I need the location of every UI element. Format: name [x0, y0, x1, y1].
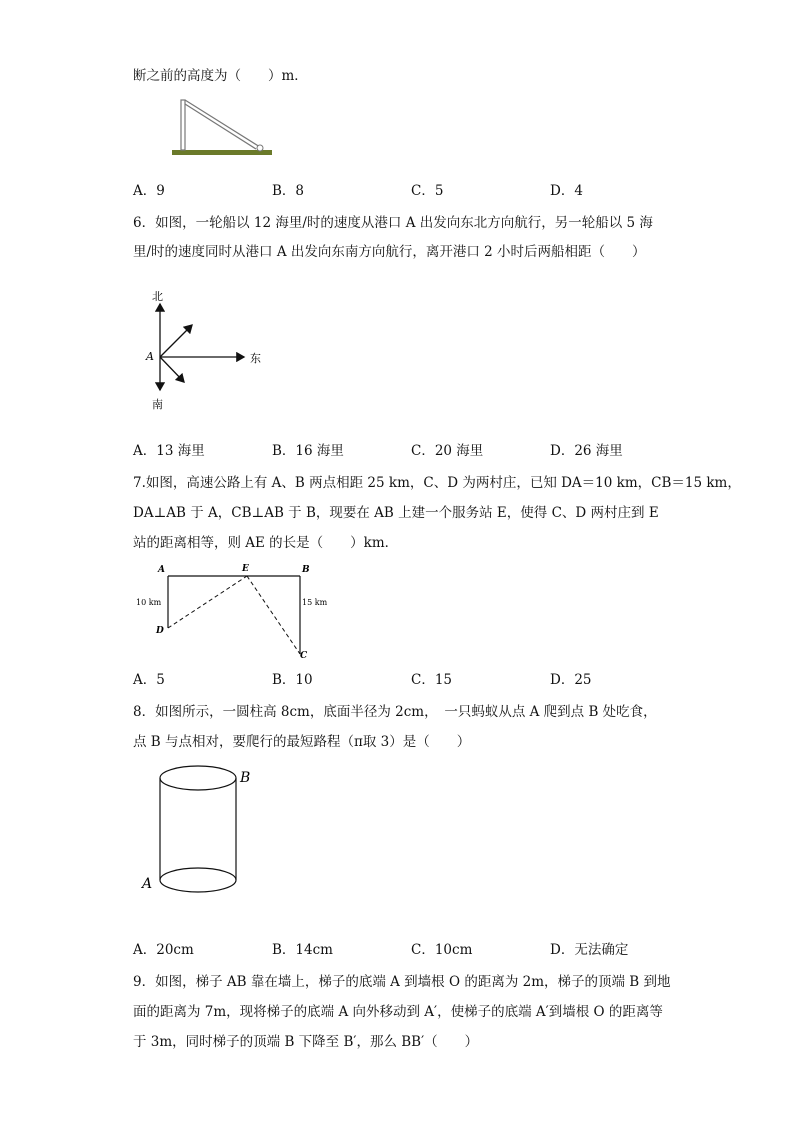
pole-standing: [181, 100, 185, 150]
q5-options: [133, 181, 693, 201]
southeast-arrow: [160, 357, 184, 382]
q6-options: [133, 441, 693, 461]
point-d-label: D: [156, 626, 164, 636]
south-label: 南: [152, 398, 163, 411]
q5-broken-pole-figure: [168, 92, 278, 160]
port-label: A: [146, 350, 154, 363]
length-da-label: 10 km: [136, 598, 162, 607]
point-a-label: A: [158, 565, 165, 575]
q7-stem-line3: 站的距离相等，则 AE 的长是（ ）km．: [133, 535, 399, 551]
pole-broken-upper: [185, 100, 260, 147]
q7-stem-line2: DA⊥AB 于 A，CB⊥AB 于 B，现要在 AB 上建一个服务站 E，使得 C、D 两村庄到 E: [133, 505, 659, 521]
q9-stem-line2: 面的距离为 7m，现将梯子的底端 A 向外移动到 A′，使梯子的底端 A′到墙根 O 的距离等: [133, 1004, 663, 1020]
q8-option-a: A．20cm: [133, 942, 194, 958]
q6-stem-line2: 里/时的速度同时从港口 A 出发向东南方向航行，离开港口 2 小时后两船相距（ ）: [133, 244, 646, 260]
point-a-label: A: [142, 876, 153, 892]
q9-stem-line1: 9．如图，梯子 AB 靠在墙上，梯子的底端 A 到墙根 O 的距离为 2m，梯子的顶端 B 到地: [133, 974, 671, 990]
pole-tip: [257, 145, 263, 151]
q8-stem-line2: 点 B 与点相对，要爬行的最短路程（π取 3）是（ ）: [133, 734, 471, 750]
q5-option-a: A．9: [133, 183, 165, 199]
segment-de: [168, 576, 247, 628]
cylinder-top: [160, 766, 236, 790]
q7-stem-line1: 7.如图，高速公路上有 A、B 两点相距 25 km，C、D 为两村庄，已知 DA＝10 km，CB＝15 km，: [133, 475, 741, 491]
q8-options: [133, 940, 693, 960]
q6-option-a: A．13 海里: [133, 443, 205, 459]
q8-option-b: B．14cm: [272, 942, 333, 958]
q7-option-c: C．15: [411, 672, 453, 688]
q7-option-d: D．25: [550, 672, 592, 688]
q6-option-d: D．26 海里: [550, 443, 623, 459]
q6-option-c: C．20 海里: [411, 443, 484, 459]
q8-option-c: C．10cm: [411, 942, 473, 958]
q5-stem-tail: 断之前的高度为（ ）m．: [133, 68, 308, 84]
point-c-label: C: [300, 651, 308, 661]
q6-stem-line1: 6．如图，一轮船以 12 海里/时的速度从港口 A 出发向东北方向航行，另一轮船以 5 海: [133, 215, 653, 231]
northeast-arrow: [160, 325, 192, 357]
q8-stem-line1: 8．如图所示，一圆柱高 8cm，底面半径为 2cm， 一只蚂蚁从点 A 爬到点 B 处吃食，: [133, 704, 657, 720]
point-b-label: B: [302, 565, 310, 575]
q8-cylinder-figure: [138, 764, 258, 896]
point-e-label: E: [242, 564, 249, 574]
north-label: 北: [152, 290, 163, 303]
q7-highway-figure: [134, 560, 344, 660]
pole-broken-lower: [185, 104, 256, 149]
q7-option-b: B．10: [272, 672, 313, 688]
ground-strip: [172, 150, 272, 155]
q7-option-a: A．5: [133, 672, 165, 688]
q5-option-d: D．4: [550, 183, 583, 199]
length-cb-label: 15 km: [302, 598, 328, 607]
east-label: 东: [250, 352, 261, 365]
q6-option-b: B．16 海里: [272, 443, 344, 459]
cylinder-bottom: [160, 868, 236, 892]
q9-stem-line3: 于 3m，同时梯子的顶端 B 下降至 B′，那么 BB′（ ）: [133, 1034, 479, 1050]
q6-compass-figure: [140, 284, 280, 414]
q7-options: [133, 670, 693, 690]
q8-option-d: D．无法确定: [550, 942, 629, 958]
segment-ec: [247, 576, 300, 654]
q5-option-b: B．8: [272, 183, 305, 199]
point-b-label: B: [240, 770, 251, 786]
q5-option-c: C．5: [411, 183, 444, 199]
